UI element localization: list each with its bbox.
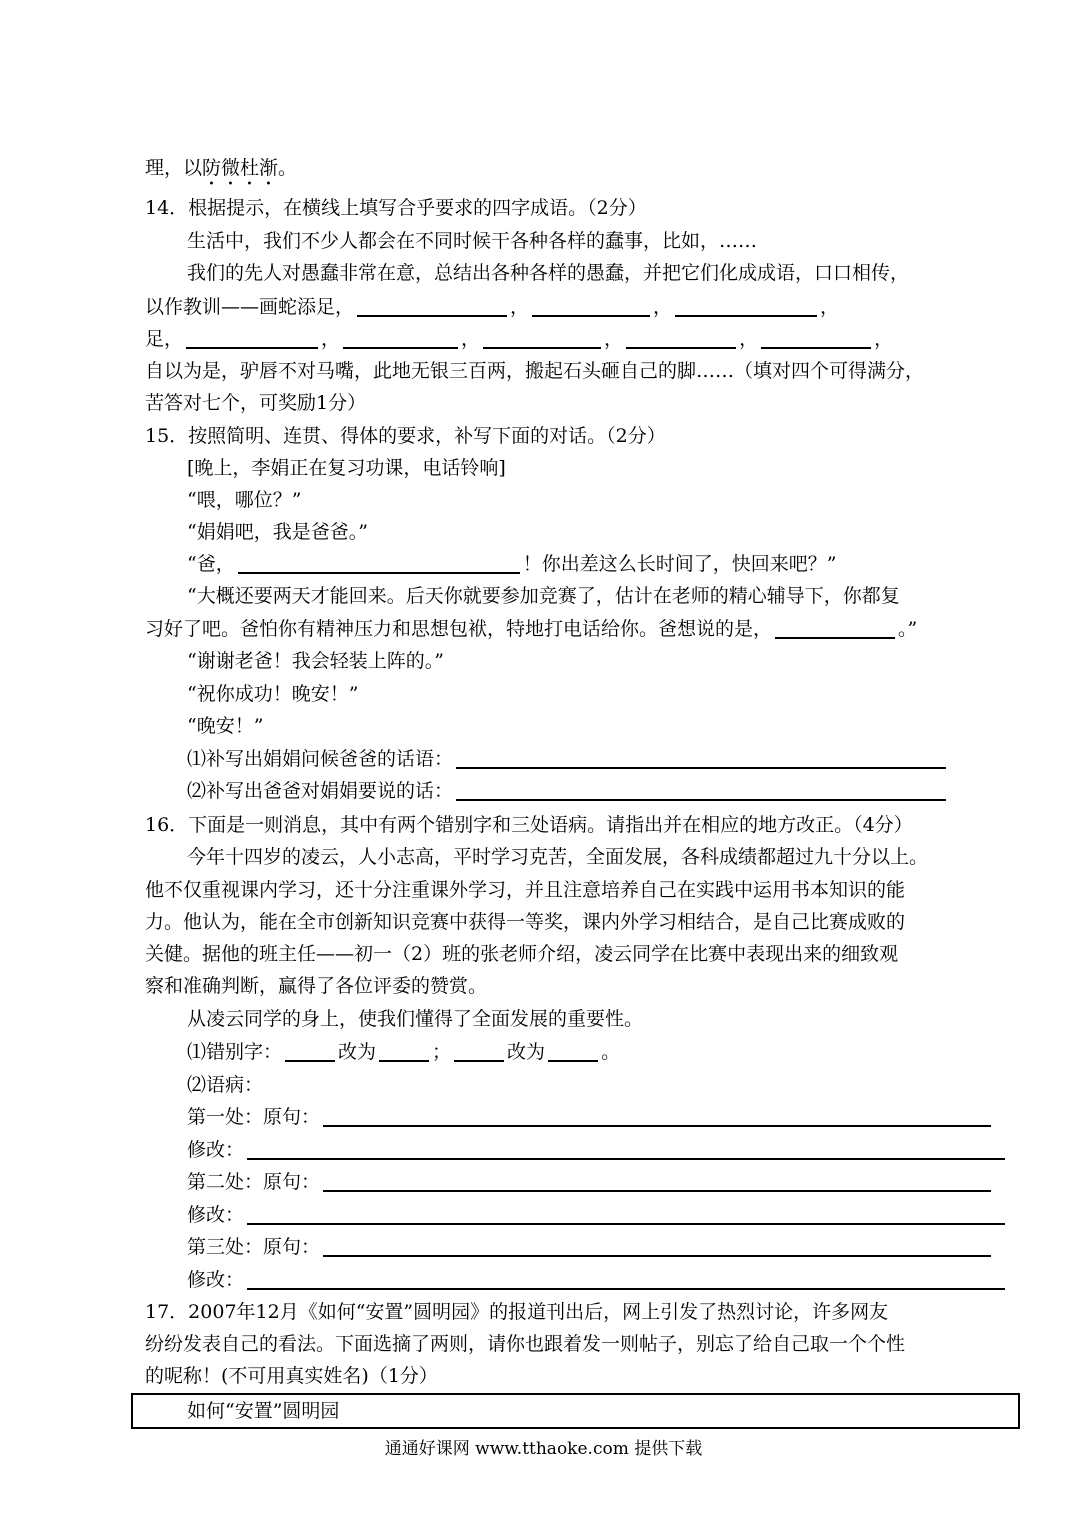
greeting-blank[interactable] [238,552,520,574]
q16-third-original: 第三处：原句： [187,1234,994,1260]
q16-grammar-label: ⑵语病： [187,1074,264,1096]
q14-paragraph-6: 苦答对七个，可奖励1分） [145,392,367,414]
q15-dialog-6: “谢谢老爸！我会轻装上阵的。” [187,650,444,672]
idiom-blank-7[interactable] [626,327,736,349]
q15-dialog-8: “晚安！” [187,715,264,737]
continuation-line: 理，以防微杜渐。 [145,157,298,179]
emphasized-idiom: 防微杜渐 [202,157,279,179]
q15-sub-2: ⑵补写出爸爸对娟娟要说的话： [187,778,949,804]
idiom-blank-1[interactable] [357,295,507,317]
q15-dialog-7: “祝你成功！晚安！” [187,683,359,705]
q15-scene: [晚上，李娟正在复习功课，电话铃响] [187,457,506,479]
q17-line-3: 的呢称！(不可用真实姓名)（1分） [145,1365,438,1387]
q16-news-3: 力。他认为，能在全市创新知识竞赛中获得一等奖，课内外学习相结合，是自己比赛成败的 [145,911,906,933]
q16-first-fix: 修改： [187,1137,1008,1163]
forum-post-title: 如何“安置”圆明园 [187,1400,340,1422]
q16-second-fix: 修改： [187,1202,1008,1228]
q15-dialog-1: “喂，哪位？” [187,489,302,511]
third-fix-line[interactable] [247,1268,1005,1290]
q16-news-5: 察和准确判断，赢得了各位评委的赞赏。 [145,975,488,997]
q15-sub-1: ⑴补写出娟娟问候爸爸的话语： [187,746,949,772]
typo-1-fix[interactable] [379,1040,429,1062]
q16-second-original: 第二处：原句： [187,1169,994,1195]
q15-title: 15．按照简明、连贯、得体的要求，补写下面的对话。（2分） [145,425,666,447]
q14-paragraph-1: 生活中，我们不少人都会在不同时候干各种各样的蠢事，比如，…… [187,230,758,252]
q14-paragraph-2: 我们的先人对愚蠢非常在意，总结出各种各样的愚蠢，并把它们化成成语，口口相传， [187,262,910,284]
typo-2-original[interactable] [454,1040,504,1062]
q14-idiom-line-1: 以作教训——画蛇添足， ， ， ， [145,296,840,318]
q16-first-original: 第一处：原句： [187,1104,994,1130]
sub-2-answer-line[interactable] [456,779,946,801]
typo-1-original[interactable] [285,1040,335,1062]
idiom-blank-2[interactable] [532,295,650,317]
q15-dialog-3: “爸， ！你出差这么长时间了，快回来吧？” [187,553,837,575]
q16-typo-answers: ⑴错别字： 改为 ； 改为 。 [187,1041,621,1063]
q16-news-6: 从凌云同学的身上，使我们懂得了全面发展的重要性。 [187,1008,644,1030]
q16-news-1: 今年十四岁的凌云，人小志高，平时学习克苦，全面发展，各科成绩都超过九十分以上。 [187,846,929,868]
second-fix-line[interactable] [247,1203,1005,1225]
idiom-blank-6[interactable] [483,327,601,349]
footer-credit: 通通好课网 www.tthaoke.com 提供下载 [384,1439,703,1459]
second-original-line[interactable] [323,1170,991,1192]
q16-third-fix: 修改： [187,1267,1008,1293]
third-original-line[interactable] [323,1235,991,1257]
father-words-blank[interactable] [775,617,895,639]
q15-dialog-5: 习好了吧。爸怕你有精神压力和思想包袱，特地打电话给你。爸想说的是， 。” [145,618,918,640]
q16-title: 16．下面是一则消息，其中有两个错别字和三处语病。请指出并在相应的地方改正。（4分） [145,814,913,836]
q14-idiom-line-2: 足， ， ， ， ， ， [145,328,894,350]
q17-line-1: 17．2007年12月《如何“安置”圆明园》的报道刊出后，网上引发了热烈讨论，许多网友 [145,1301,889,1323]
idiom-blank-8[interactable] [761,327,871,349]
idiom-blank-3[interactable] [675,295,817,317]
q14-title: 14．根据提示，在横线上填写合乎要求的四字成语。（2分） [145,197,647,219]
q16-news-2: 他不仅重视课内学习，还十分注重课外学习，并且注意培养自己在实践中运用书本知识的能 [145,879,906,901]
q15-dialog-2: “娟娟吧，我是爸爸。” [187,521,368,543]
first-original-line[interactable] [323,1105,991,1127]
first-fix-line[interactable] [247,1138,1005,1160]
q14-paragraph-5: 自以为是，驴唇不对马嘴，此地无银三百两，搬起石头砸自己的脚……（填对四个可得满分， [145,360,925,382]
q15-dialog-4: “大概还要两天才能回来。后天你就要参加竞赛了，估计在老师的精心辅导下，你都复 [187,585,900,607]
idiom-blank-5[interactable] [343,327,458,349]
typo-2-fix[interactable] [548,1040,598,1062]
sub-1-answer-line[interactable] [456,747,946,769]
forum-post-box [131,1393,1020,1429]
idiom-blank-4[interactable] [186,327,318,349]
q16-news-4: 关健。据他的班主任——初一（2）班的张老师介绍，凌云同学在比赛中表现出来的细致观 [145,943,899,965]
q17-line-2: 纷纷发表自己的看法。下面选摘了两则，请你也跟着发一则帖子，别忘了给自己取一个个性 [145,1333,906,1355]
